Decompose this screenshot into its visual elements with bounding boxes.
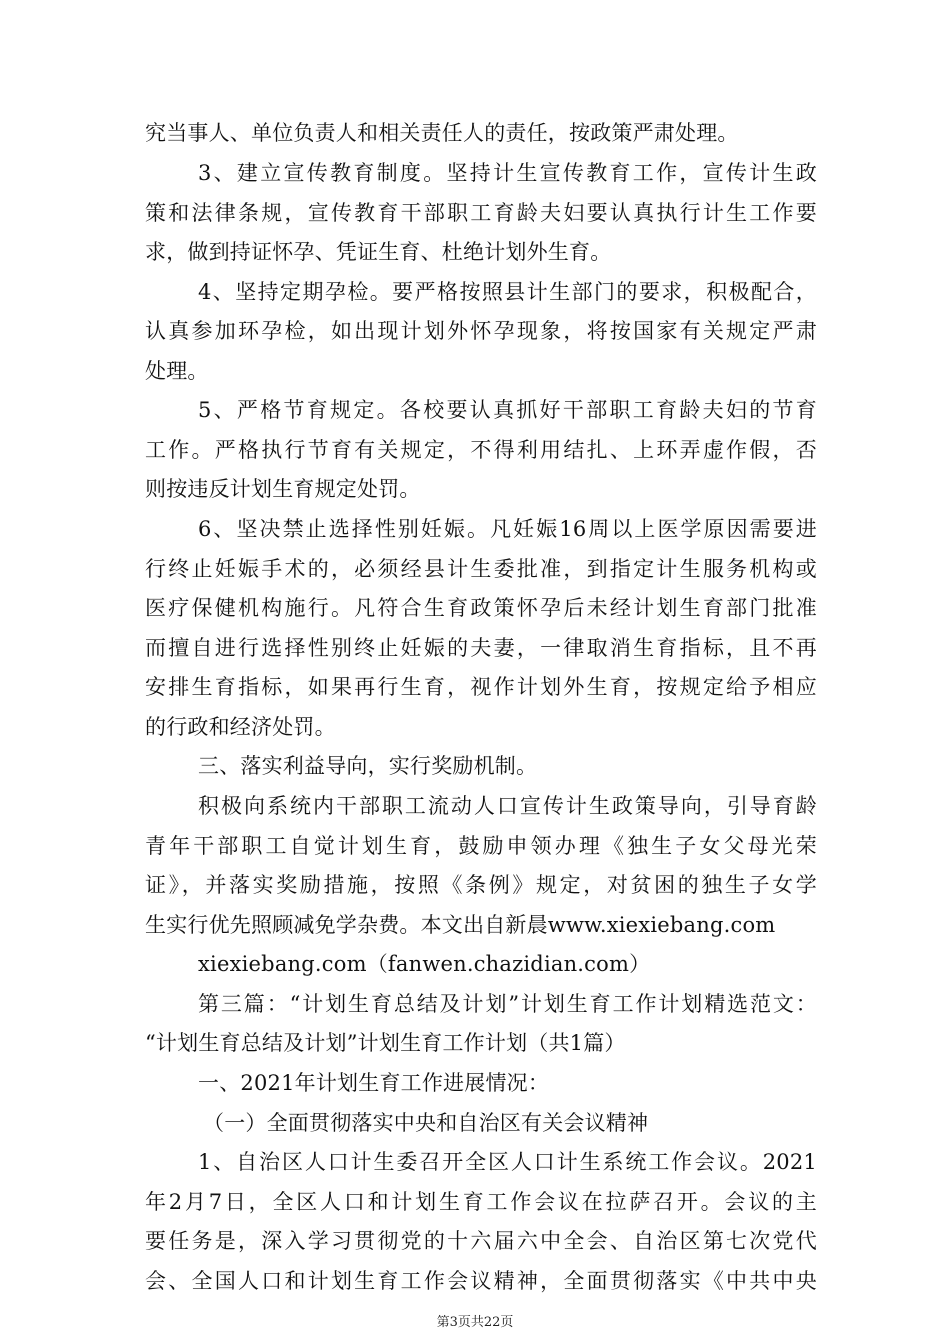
- text-line: 求，做到持证怀孕、凭证生育、杜绝计划外生育。: [145, 240, 612, 264]
- text-line: 究当事人、单位负责人和相关责任人的责任，按政策严肃处理。: [145, 121, 739, 145]
- text-line: 积极向系统内干部职工流动人口宣传计生政策导向，引导育龄: [198, 794, 817, 818]
- text-line: 5、严格节育规定。各校要认真抓好干部职工育龄夫妇的节育: [198, 398, 817, 422]
- text-line: 工作。严格执行节育有关规定，不得利用结扎、上环弄虚作假，否: [145, 438, 817, 462]
- text-line: 的行政和经济处罚。: [145, 715, 336, 739]
- text-line: 青年干部职工自觉计划生育，鼓励申领办理《独生子女父母光荣: [145, 834, 817, 858]
- text-line: 行终止妊娠手术的，必须经县计生委批准，到指定计生服务机构或: [145, 557, 817, 581]
- text-line: 医疗保健机构施行。凡符合生育政策怀孕后未经计划生育部门批准: [145, 596, 817, 620]
- text-line: 3、建立宣传教育制度。坚持计生宣传教育工作，宣传计生政: [198, 161, 817, 185]
- text-line: 要任务是，深入学习贯彻党的十六届六中全会、自治区第七次党代: [145, 1229, 817, 1253]
- section-heading: 第三篇：“计划生育总结及计划”计划生育工作计划精选范文：: [198, 992, 817, 1016]
- text-line: 会、全国人口和计划生育工作会议精神，全面贯彻落实《中共中央: [145, 1269, 817, 1293]
- section-heading: 三、落实利益导向，实行奖励机制。: [198, 754, 538, 778]
- text-line: 生实行优先照顾减免学杂费。本文出自新晨www.xiexiebang.com: [145, 913, 776, 937]
- text-line: 认真参加环孕检，如出现计划外怀孕现象，将按国家有关规定严肃: [145, 319, 817, 343]
- text-line: 策和法律条规，宣传教育干部职工育龄夫妇要认真执行计生工作要: [145, 201, 817, 225]
- text-line: 4、坚持定期孕检。要严格按照县计生部门的要求，积极配合，: [198, 280, 817, 304]
- text-line: 则按违反计划生育规定处罚。: [145, 477, 421, 501]
- page-number: 第3页共22页: [436, 1315, 514, 1330]
- text-line: 年2月7日，全区人口和计划生育工作会议在拉萨召开。会议的主: [145, 1190, 817, 1214]
- text-line: xiexiebang.com（fanwen.chazidian.com）: [198, 952, 651, 976]
- section-heading: “计划生育总结及计划”计划生育工作计划（共1篇）: [145, 1031, 626, 1055]
- text-line: 处理。: [145, 359, 209, 383]
- text-line: 安排生育指标，如果再行生育，视作计划外生育，按规定给予相应: [145, 675, 817, 699]
- text-line: 证》，并落实奖励措施，按照《条例》规定，对贫困的独生子女学: [145, 873, 817, 897]
- text-line: 而擅自进行选择性别终止妊娠的夫妻，一律取消生育指标，且不再: [145, 636, 817, 660]
- text-line: （一）全面贯彻落实中央和自治区有关会议精神: [203, 1111, 649, 1135]
- text-line: 6、坚决禁止选择性别妊娠。凡妊娠16周以上医学原因需要进: [198, 517, 817, 541]
- text-line: 一、2021年计划生育工作进展情况：: [198, 1071, 550, 1095]
- text-line: 1、自治区人口计生委召开全区人口计生系统工作会议。2021: [198, 1150, 817, 1174]
